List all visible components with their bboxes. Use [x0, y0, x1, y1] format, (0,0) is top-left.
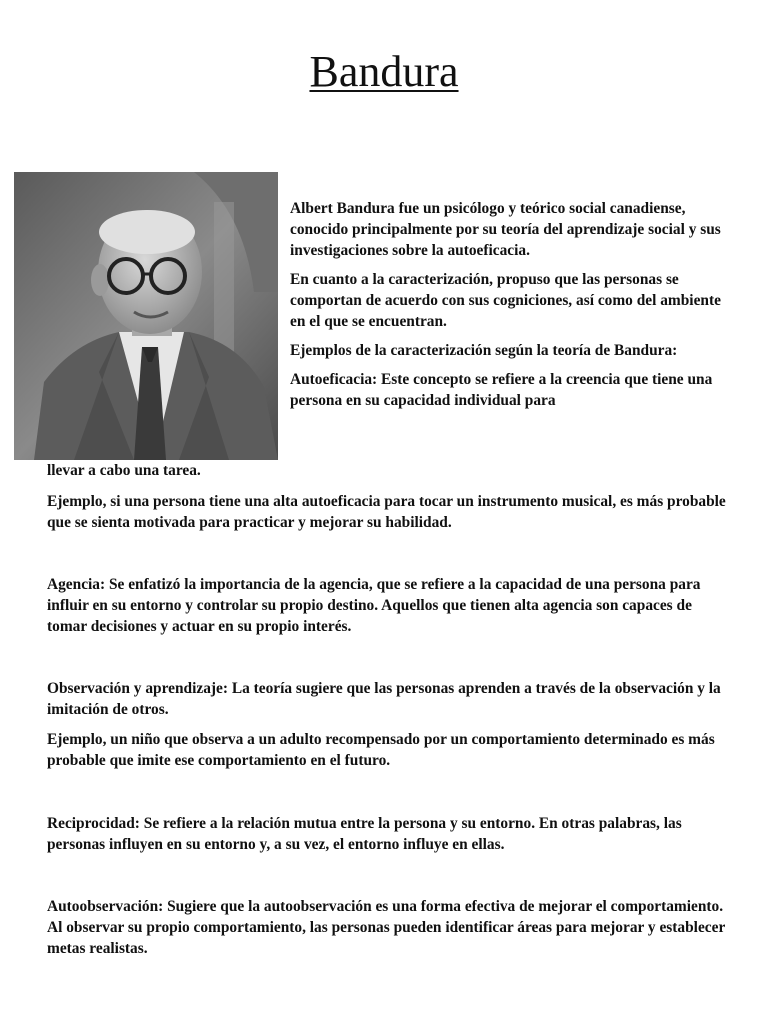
- reciprocidad-paragraph: Reciprocidad: Se refiere a la relación mutua entre la persona y su entorno. En otras palabras, las personas influyen en su entorno y, a su vez, el entorno influye en ellas.: [47, 815, 682, 853]
- portrait-photo: [14, 172, 278, 460]
- autoeficacia-definition-tail: llevar a cabo una tarea.: [47, 462, 201, 479]
- agencia-paragraph: Agencia: Se enfatizó la importancia de la agencia, que se refiere a la capacidad de una persona para influir en su entorno y controlar su propio destino. Aquellos que tienen alta agencia son capaces de tomar decisiones y actuar en su propio interés.: [47, 576, 701, 635]
- observacion-example: Ejemplo, un niño que observa a un adulto recompensado por un comportamiento determinado es más probable que imite ese comportamiento en el futuro.: [47, 731, 715, 769]
- observacion-paragraph: Observación y aprendizaje: La teoría sugiere que las personas aprenden a través de la observación y la imitación de otros.: [47, 680, 721, 718]
- autoeficacia-example: Ejemplo, si una persona tiene una alta autoeficacia para tocar un instrumento musical, es más probable que se sienta motivada para practicar y mejorar su habilidad.: [47, 493, 726, 531]
- autoeficacia-definition: Autoeficacia: Este concepto se refiere a la creencia que tiene una persona en su capacidad individual para: [290, 371, 713, 409]
- autoobservacion-paragraph: Autoobservación: Sugiere que la autoobservación es una forma efectiva de mejorar el comportamiento. Al observar su propio comportamiento, las personas pueden identificar áreas para mejorar y establecer metas realistas.: [47, 898, 725, 957]
- intro-paragraph-3: Ejemplos de la caracterización según la teoría de Bandura:: [290, 342, 678, 359]
- intro-paragraph-1: Albert Bandura fue un psicólogo y teórico social canadiense, conocido principalmente por su teoría del aprendizaje social y sus investigaciones sobre la autoeficacia.: [290, 200, 721, 259]
- intro-paragraph-2: En cuanto a la caracterización, propuso que las personas se comportan de acuerdo con sus cogniciones, así como del ambiente en el que se encuentran.: [290, 271, 721, 330]
- page-title: Bandura: [309, 47, 459, 96]
